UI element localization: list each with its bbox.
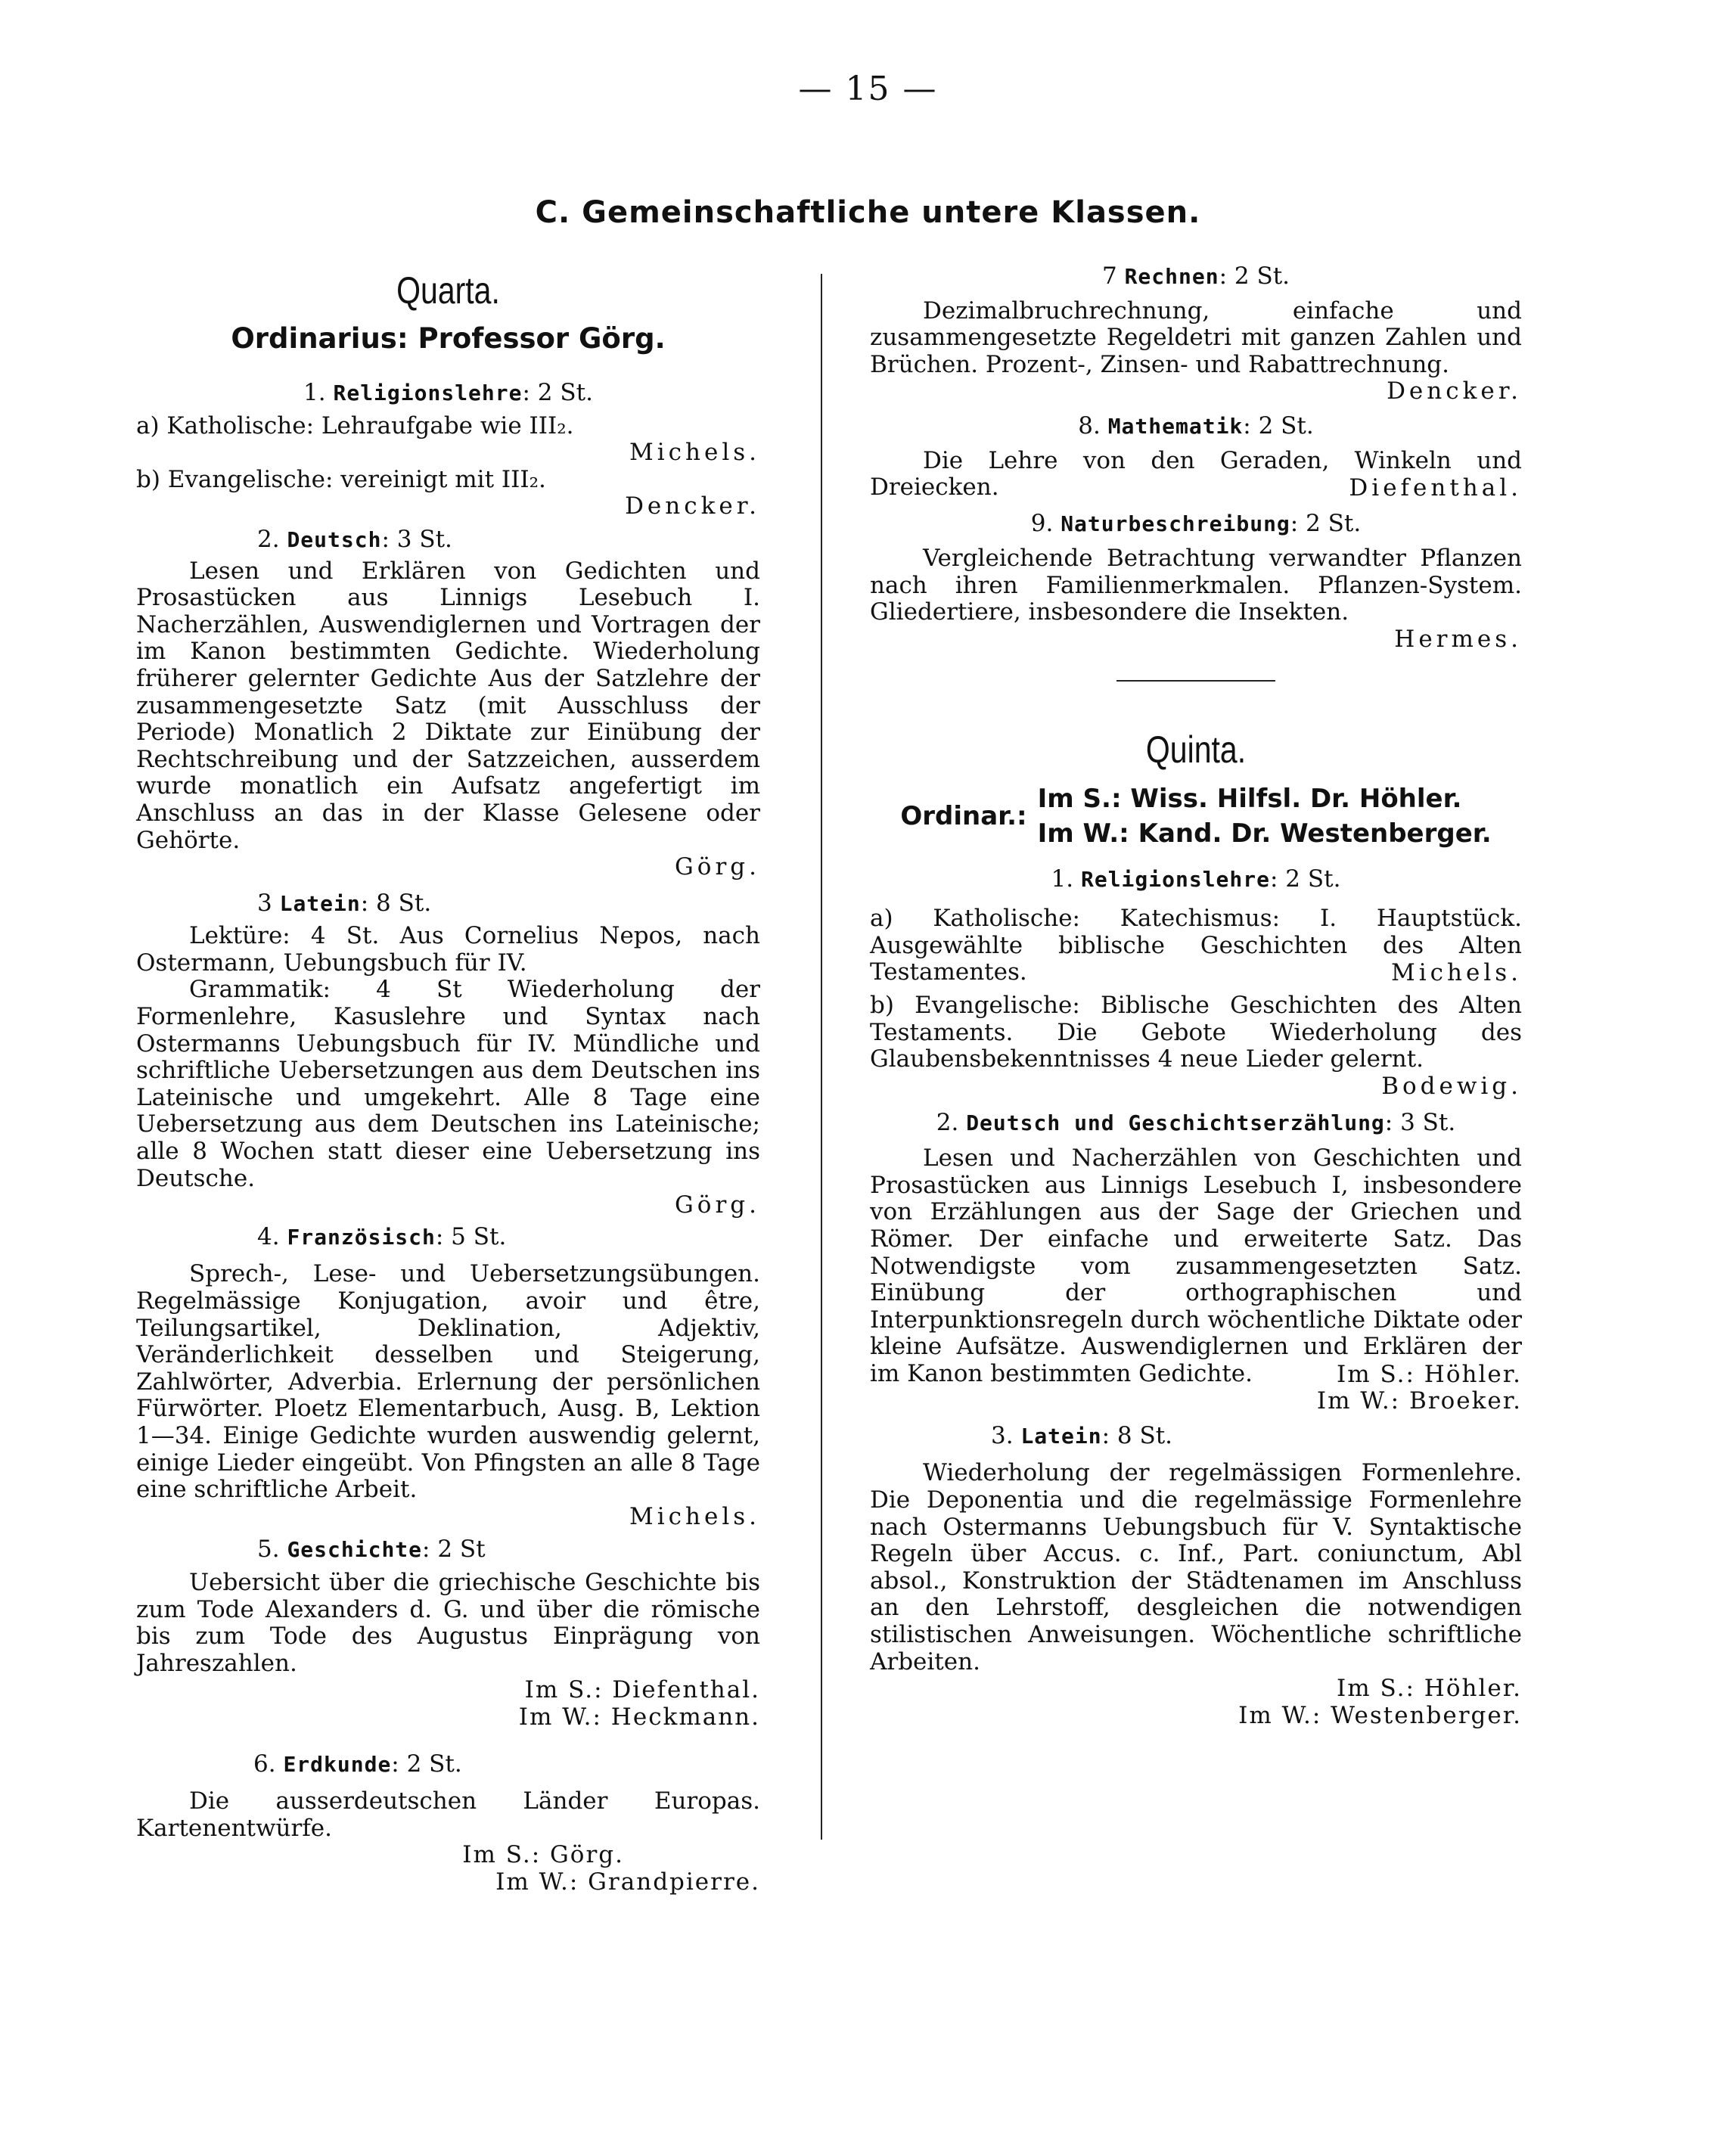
subject-name: Latein <box>1020 1423 1102 1449</box>
subject-number: 3 <box>257 889 272 917</box>
left-column <box>136 268 760 1896</box>
subject-heading <box>136 1751 760 1778</box>
subject-name: Latein <box>279 890 361 916</box>
ordinar-winter: Im W.: Kand. Dr. Westenberger. <box>1037 818 1492 849</box>
paragraph: Dezimalbruchrechnung, einfache und zusammengesetzte Regeldetri mit ganzen Zahlen und Brüchen. Prozent-, Zinsen- und Rabattrechnung. <box>870 297 1522 378</box>
subject-name: Naturbeschreibung <box>1061 511 1290 537</box>
subject-number: 9. <box>1030 510 1054 538</box>
quarta-ordinarius: Ordinarius: Professor Görg. <box>231 322 666 355</box>
subject-name: Religionslehre <box>333 380 523 405</box>
teacher-name: Im S.: Diefenthal. <box>524 1676 760 1704</box>
ordinar-label: Ordinar.: <box>900 800 1027 831</box>
subject-hours: : 8 St. <box>1101 1421 1173 1449</box>
quarta-title: Quarta. <box>396 269 500 312</box>
teacher-name: Im S.: Höhler. <box>1337 1675 1522 1703</box>
subject-heading <box>870 511 1522 538</box>
subject-hours: : 5 St. <box>435 1222 507 1250</box>
quinta-ordinarius <box>870 781 1522 851</box>
section-title: C. Gemeinschaftliche untere Klassen. <box>535 195 1201 230</box>
teacher-name: Michels. <box>629 439 760 467</box>
teacher-name: Hermes. <box>1394 625 1522 653</box>
subject-heading <box>870 866 1522 893</box>
paragraph: b) Evangelische: Biblische Geschichten des Alten Testaments. Die Gebote Wiederholung des Glaubensbekenntnisses 4 neue Lieder gelernt. <box>870 992 1522 1073</box>
teacher-name: Im W.: Heckmann. <box>518 1703 760 1731</box>
paragraph: Vergleichende Betrachtung verwandter Pflanzen nach ihren Familienmerkmalen. Pflanzen-System. Gliedertiere, insbesondere die Insekten. <box>870 544 1522 626</box>
subject-number: 1. <box>303 379 326 406</box>
teacher-name: Im S.: Höhler. <box>1337 1360 1522 1388</box>
teacher-name: Im S.: Görg. <box>462 1841 624 1869</box>
subject-name: Mathematik <box>1107 413 1244 439</box>
subject-name: Geschichte <box>287 1537 423 1563</box>
subject-hours: : 3 St. <box>381 525 452 553</box>
subject-name: Französisch <box>287 1224 436 1250</box>
text-line: a) Katholische: Lehraufgabe wie III₂. <box>136 411 574 439</box>
subject-number: 4. <box>257 1222 280 1250</box>
subject-hours: : 2 St. <box>391 1750 462 1778</box>
subject-name: Rechnen <box>1124 264 1219 289</box>
subject-hours: : 2 St. <box>1219 262 1290 290</box>
teacher-name: Dencker. <box>1387 377 1522 405</box>
teacher-name: Im W.: Grandpierre. <box>495 1868 760 1896</box>
text-line: b) Evangelische: vereinigt mit III₂. <box>136 465 546 493</box>
paragraph: Lesen und Erklären von Gedichten und Prosastücken aus Linnigs Lesebuch I. Nacherzählen, Auswendiglernen und Vortragen der im Kanon bestimmten Gedichte. Wiederholung früherer gelernter Gedichte Aus der Satzlehre der zusammengesetzte Satz (mit Ausschluss der Periode) Monatlich 2 Diktate zur Einübung der Rechtschreibung und der Satzzeichen, ausserdem wurde monatlich ein Aufsatz angefertigt im Anschluss an das in der Klasse Gelesene oder Gehörte. <box>136 557 760 854</box>
teacher-name: Im W.: Broeker. <box>1316 1387 1522 1415</box>
subject-heading <box>136 1536 760 1564</box>
subject-number: 7 <box>1101 262 1117 290</box>
subject-hours: : 2 St. <box>1243 411 1314 439</box>
subject-hours: : 8 St. <box>360 889 432 917</box>
teacher-name: Dencker. <box>625 492 760 520</box>
subject-heading <box>870 413 1522 440</box>
paragraph: Uebersicht über die griechische Geschichte bis zum Tode Alexanders d. G. und über die römische bis zum Tode des Augustus Einprägung von Jahreszahlen. <box>136 1568 760 1677</box>
section-rule <box>1116 680 1275 682</box>
subject-name: Deutsch <box>287 526 382 552</box>
paragraph: Wiederholung der regelmässigen Formenlehre. Die Deponentia und die regelmässige Formenlehre nach Ostermanns Uebungsbuch für V. Syntaktische Regeln über Accus. c. Inf., Part. coniunctum, Abl absol., Konstruktion der Städtenamen im Anschluss an den Lehrstoff, desgleichen die notwendigen stilistischen Anweisungen. Wöchentliche schriftliche Arbeiten. <box>870 1459 1522 1675</box>
subject-heading <box>870 263 1522 290</box>
teacher-name: Michels. <box>629 1502 760 1530</box>
subject-heading <box>136 1224 760 1251</box>
teacher-name: Bodewig. <box>1381 1073 1522 1101</box>
subject-hours: : 3 St. <box>1384 1108 1456 1136</box>
subject-name: Deutsch und Geschichtserzählung <box>966 1110 1385 1135</box>
subject-number: 8. <box>1078 411 1101 439</box>
subject-number: 6. <box>253 1750 276 1778</box>
subject-name: Religionslehre <box>1080 867 1270 893</box>
ordinar-summer: Im S.: Wiss. Hilfsl. Dr. Höhler. <box>1037 784 1462 815</box>
subject-heading <box>136 380 760 407</box>
page-number: — 15 — <box>798 70 938 108</box>
right-column <box>870 263 1522 1729</box>
teacher-name: Görg. <box>675 1191 760 1219</box>
subject-hours: : 2 St. <box>1290 510 1362 538</box>
subject-number: 2. <box>257 525 280 553</box>
subject-name: Erdkunde <box>283 1751 392 1777</box>
paragraph: Lesen und Nacherzählen von Geschichten und Prosastücken aus Linnigs Lesebuch I, insbesondere von Erzählungen aus der Sage der Griechen und Römer. Der einfache und erweiterte Satz. Das Notwendigste vom zusammengesetzten Satz. Einübung der orthographischen und Interpunktionsregeln durch wöchentliche Diktate oder kleine Aufsätze. Auswendiglernen und Erklären der im Kanon bestimmten Gedichte. <box>870 1144 1522 1387</box>
subject-number: 5. <box>257 1536 280 1564</box>
teacher-name: Michels. <box>1390 958 1522 986</box>
teacher-name: Görg. <box>675 853 760 881</box>
subject-heading <box>870 1110 1522 1137</box>
subject-hours: : 2 St. <box>1270 865 1341 893</box>
subject-hours: : 2 St <box>422 1536 486 1564</box>
subject-heading <box>136 890 760 918</box>
subject-number: 1. <box>1051 865 1074 893</box>
paragraph: Grammatik: 4 St Wiederholung der Formenlehre, Kasuslehre und Syntax nach Ostermanns Uebungsbuch für IV. Mündliche und schriftliche Uebersetzungen aus dem Deutschen ins Lateinische und umgekehrt. Alle 8 Tage eine Uebersetzung aus dem Deutschen ins Lateinische; alle 8 Wochen statt dieser eine Uebersetzung ins Deutsche. <box>136 976 760 1192</box>
subject-hours: : 2 St. <box>522 379 593 406</box>
subject-heading <box>136 526 760 554</box>
column-divider <box>821 274 822 1840</box>
teacher-name: Im W.: Westenberger. <box>1238 1701 1522 1729</box>
paragraph: a) Katholische: Katechismus: I. Hauptstück. Ausgewählte biblische Geschichten des Alten Testamentes. <box>870 904 1522 986</box>
paragraph: Die ausserdeutschen Länder Europas. Kartenentwürfe. <box>136 1787 760 1842</box>
teacher-name: Diefenthal. <box>1349 474 1522 502</box>
paragraph: Sprech-, Lese- und Uebersetzungsübungen. Regelmässige Konjugation, avoir und être, Teilungsartikel, Deklination, Adjektiv, Veränderlichkeit desselben und Steigerung, Zahlwörter, Adverbia. Erlernung der persönlichen Fürwörter. Ploetz Elementarbuch, Ausg. B, Lektion 1—34. Einige Gedichte wurden auswendig gelernt, einige Lieder eingeübt. Von Pfingsten an alle 8 Tage eine schriftliche Arbeit. <box>136 1260 760 1504</box>
paragraph: Lektüre: 4 St. Aus Cornelius Nepos, nach Ostermann, Uebungsbuch für IV. <box>136 922 760 977</box>
subject-heading <box>870 1423 1522 1450</box>
subject-number: 3. <box>991 1421 1014 1449</box>
quinta-title: Quinta. <box>1145 728 1247 772</box>
subject-number: 2. <box>936 1108 959 1136</box>
paragraph: Die Lehre von den Geraden, Winkeln und Dreiecken. <box>870 446 1522 502</box>
